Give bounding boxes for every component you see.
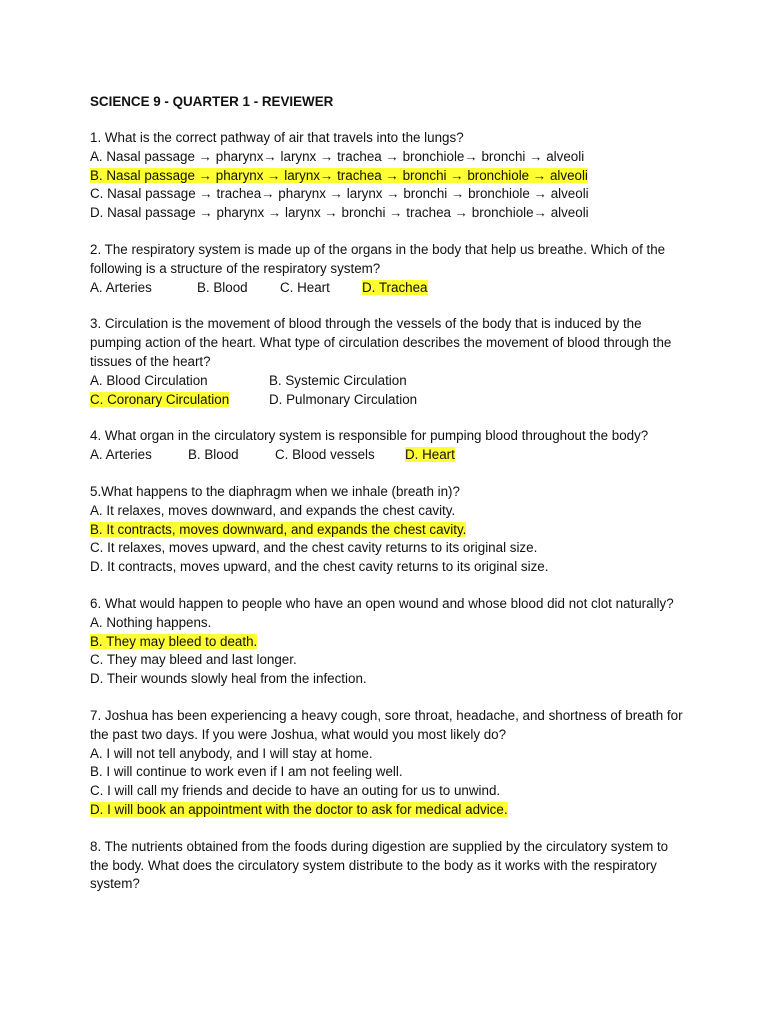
question-2-option-d [362, 279, 428, 298]
question-7 [90, 707, 690, 820]
answer-highlight: D. I will book an appointment with the doctor to ask for medical advice. [90, 801, 508, 817]
question-4-options [90, 446, 690, 465]
answer-highlight: D. Trachea [362, 279, 428, 295]
question-6-text: 6. What would happen to people who have an open wound and whose blood did not clot naturally? [90, 595, 674, 611]
question-7-option-b: B. I will continue to work even if I am not feeling well. [90, 764, 403, 780]
question-3-option-b: B. Systemic Circulation [269, 372, 407, 388]
question-4-text: 4. What organ in the circulatory system is responsible for pumping blood throughout the body? [90, 428, 649, 444]
question-1-option-a: A. Nasal passage → pharynx→ larynx → trachea → bronchiole→ bronchi → alveoli [90, 148, 585, 164]
question-6-option-c: C. They may bleed and last longer. [90, 652, 297, 668]
question-1 [90, 129, 690, 223]
question-5-option-c: C. It relaxes, moves upward, and the chest cavity returns to its original size. [90, 540, 538, 556]
question-4-option-c: C. Blood vessels [275, 447, 375, 463]
document-content [90, 92, 690, 912]
page-title: SCIENCE 9 - QUARTER 1 - REVIEWER [90, 94, 334, 109]
question-2-option-a: A. Arteries [90, 279, 152, 295]
question-3-text: 3. Circulation is the movement of blood through the vessels of the body that is induced by the pumping action of the heart. What type of circulation describes the movement of blood through the tissues of the heart? [90, 316, 672, 369]
question-3-option-a: A. Blood Circulation [90, 372, 208, 388]
answer-highlight: B. They may bleed to death. [90, 633, 258, 649]
question-2-options [90, 279, 690, 298]
question-7-option-a: A. I will not tell anybody, and I will stay at home. [90, 745, 373, 761]
question-5-text: 5.What happens to the diaphragm when we inhale (breath in)? [90, 483, 460, 499]
question-6-option-d: D. Their wounds slowly heal from the infection. [90, 671, 367, 687]
answer-highlight: B. It contracts, moves downward, and expands the chest cavity. [90, 521, 467, 537]
answer-highlight: C. Coronary Circulation [90, 391, 230, 407]
question-3-option-c [90, 391, 269, 410]
question-1-option-c: C. Nasal passage → trachea→ pharynx → larynx → bronchi → bronchiole → alveoli [90, 186, 589, 202]
question-5-option-d: D. It contracts, moves upward, and the chest cavity returns to its original size. [90, 559, 549, 575]
question-5-option-a: A. It relaxes, moves downward, and expands the chest cavity. [90, 502, 456, 518]
question-2 [90, 241, 690, 297]
question-7-text: 7. Joshua has been experiencing a heavy cough, sore throat, headache, and shortness of breath for the past two days. If you were Joshua, what would you most likely do? [90, 707, 683, 742]
question-6 [90, 595, 690, 689]
question-3-options-row-1 [90, 372, 690, 391]
question-2-option-b: B. Blood [197, 279, 248, 295]
answer-highlight: B. Nasal passage → pharynx → larynx→ trachea → bronchi → bronchiole → alveoli [90, 167, 588, 183]
question-4-option-b: B. Blood [188, 447, 239, 463]
question-3-options-row-2 [90, 391, 690, 410]
question-4 [90, 427, 690, 465]
question-4-option-d [405, 446, 455, 465]
question-7-option-c: C. I will call my friends and decide to have an outing for us to unwind. [90, 783, 501, 799]
question-1-option-b [90, 167, 690, 186]
question-8-text: 8. The nutrients obtained from the foods during digestion are supplied by the circulatory system to the body. What does the circulatory system distribute to the body as it works with the respiratory system? [90, 838, 669, 892]
question-8 [90, 838, 690, 894]
question-6-option-a: A. Nothing happens. [90, 614, 212, 630]
question-3-option-d: D. Pulmonary Circulation [269, 391, 418, 407]
question-5-option-b [90, 521, 690, 540]
question-1-text: 1. What is the correct pathway of air that travels into the lungs? [90, 130, 464, 145]
answer-highlight: D. Heart [405, 447, 455, 463]
question-2-option-c: C. Heart [280, 279, 330, 295]
question-5 [90, 483, 690, 577]
question-7-option-d [90, 801, 690, 820]
question-4-option-a: A. Arteries [90, 447, 152, 463]
question-2-text: 2. The respiratory system is made up of the organs in the body that help us breathe. Which of the following is a structure of the respiratory system? [90, 241, 666, 276]
question-1-option-d: D. Nasal passage → pharynx → larynx → bronchi → trachea → bronchiole→ alveoli [90, 205, 589, 221]
question-3 [90, 315, 690, 409]
question-6-option-b [90, 633, 690, 652]
